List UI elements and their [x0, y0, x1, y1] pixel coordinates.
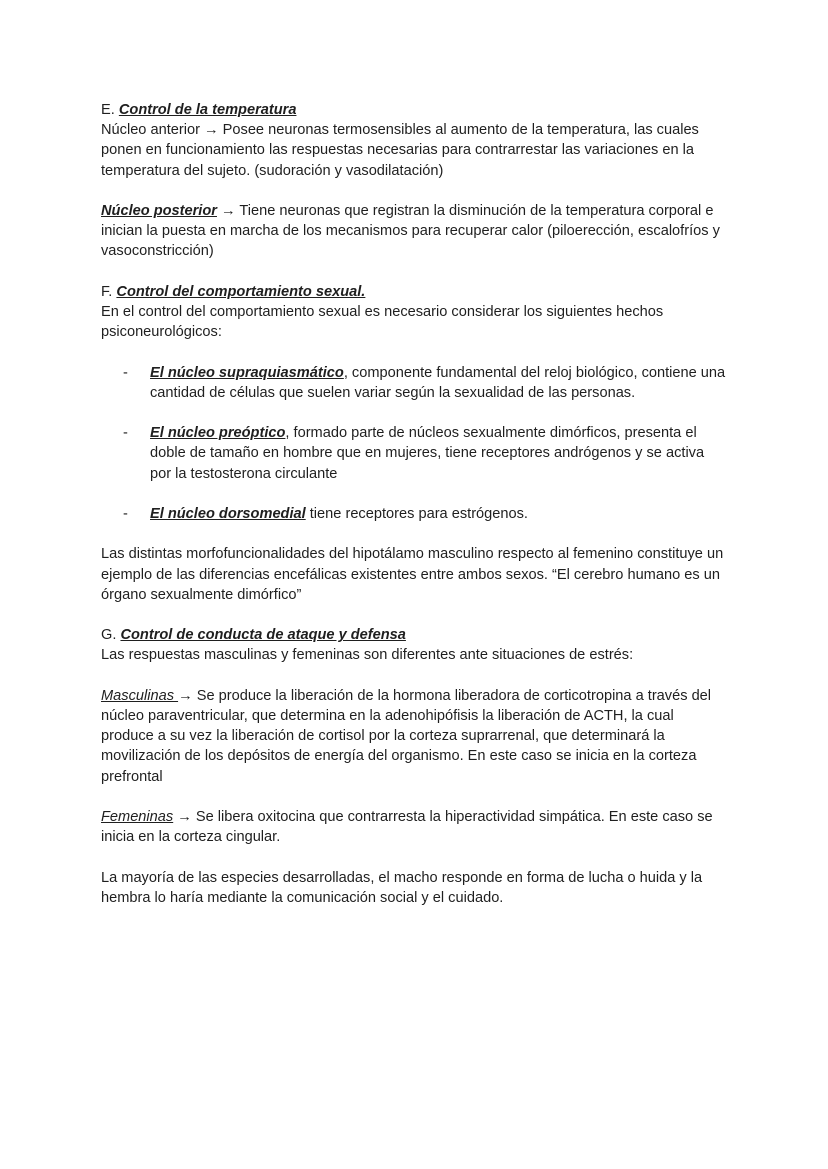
section-f-bullet-list	[101, 363, 728, 525]
list-item	[101, 423, 728, 484]
femeninas-paragraph	[101, 807, 728, 847]
list-item	[101, 363, 728, 403]
section-g-title: Control de conducta de ataque y defensa	[120, 627, 406, 644]
bullet-text: , componente fundamental del reloj biológico, contiene una cantidad de células que suelen variar según la sexualidad de las personas.	[150, 364, 726, 401]
bullet-dash: -	[123, 364, 128, 381]
bullet-dash: -	[123, 425, 128, 442]
section-g-closing: La mayoría de las especies desarrolladas, el macho responde en forma de lucha o huida y la hembra lo haría mediante la comunicación social y el cuidado.	[101, 869, 703, 906]
section-g-heading	[101, 625, 728, 645]
femeninas-text: → Se libera oxitocina que contrarresta la hiperactividad simpática. En este caso se inicia en la corteza cingular.	[101, 808, 713, 846]
section-e-posterior-paragraph	[101, 201, 728, 262]
section-f-closing: Las distintas morfofuncionalidades del hipotálamo masculino respecto al femenino constituye un ejemplo de las diferencias encefálicas existentes entre ambos sexos. “El cerebro humano es un órgano sexualmente dimórfico”	[101, 546, 724, 603]
femeninas-label: Femeninas	[101, 808, 174, 825]
section-e-anterior-paragraph: Núcleo anterior → Posee neuronas termosensibles al aumento de la temperatura, las cuales ponen en funcionamiento las respuestas necesarias para contrarrestar las variaciones en la temperatura del sujeto. (sudoración y vasodilatación)	[101, 122, 699, 179]
section-e-letter: E.	[101, 102, 115, 118]
bullet-dash: -	[123, 505, 128, 522]
section-e-heading	[101, 100, 728, 120]
bullet-label: El núcleo dorsomedial	[150, 505, 306, 522]
masculinas-text: → Se produce la liberación de la hormona liberadora de corticotropina a través del núcleo paraventricular, que determina en la adenohipófisis la liberación de ACTH, la cual produce a su vez la liberación de cortisol por la corteza suprarrenal, que determinará la movilización de los depósitos de energía del organismo. En este caso se inicia en la corteza prefrontal	[101, 687, 712, 785]
bullet-label: El núcleo preóptico	[150, 425, 286, 442]
bullet-text: tiene receptores para estrógenos.	[305, 505, 528, 522]
section-f-title: Control del comportamiento sexual.	[116, 283, 366, 300]
section-e-title: Control de la temperatura	[118, 102, 297, 118]
section-g-intro: Las respuestas masculinas y femeninas son diferentes ante situaciones de estrés:	[101, 647, 634, 664]
masculinas-paragraph	[101, 686, 728, 787]
posterior-label: Núcleo posterior	[101, 203, 217, 219]
list-item	[101, 504, 728, 524]
section-g-letter: G.	[101, 627, 117, 644]
section-f-intro: En el control del comportamiento sexual es necesario considerar los siguientes hechos psiconeurológicos:	[101, 304, 664, 341]
posterior-text: → Tiene neuronas que registran la disminución de la temperatura corporal e inician la puesta en marcha de los mecanismos para recuperar calor (piloerección, escalofríos y vasoconstricción)	[101, 203, 720, 260]
section-f-heading	[101, 282, 728, 302]
bullet-text: , formado parte de núcleos sexualmente dimórficos, presenta el doble de tamaño en hombre que en mujeres, tiene receptores andrógenos y se activa por la testosterona circulante	[150, 425, 705, 482]
masculinas-label: Masculinas	[101, 687, 179, 704]
section-f-letter: F.	[101, 283, 113, 300]
bullet-label: El núcleo supraquiasmático	[150, 364, 344, 381]
